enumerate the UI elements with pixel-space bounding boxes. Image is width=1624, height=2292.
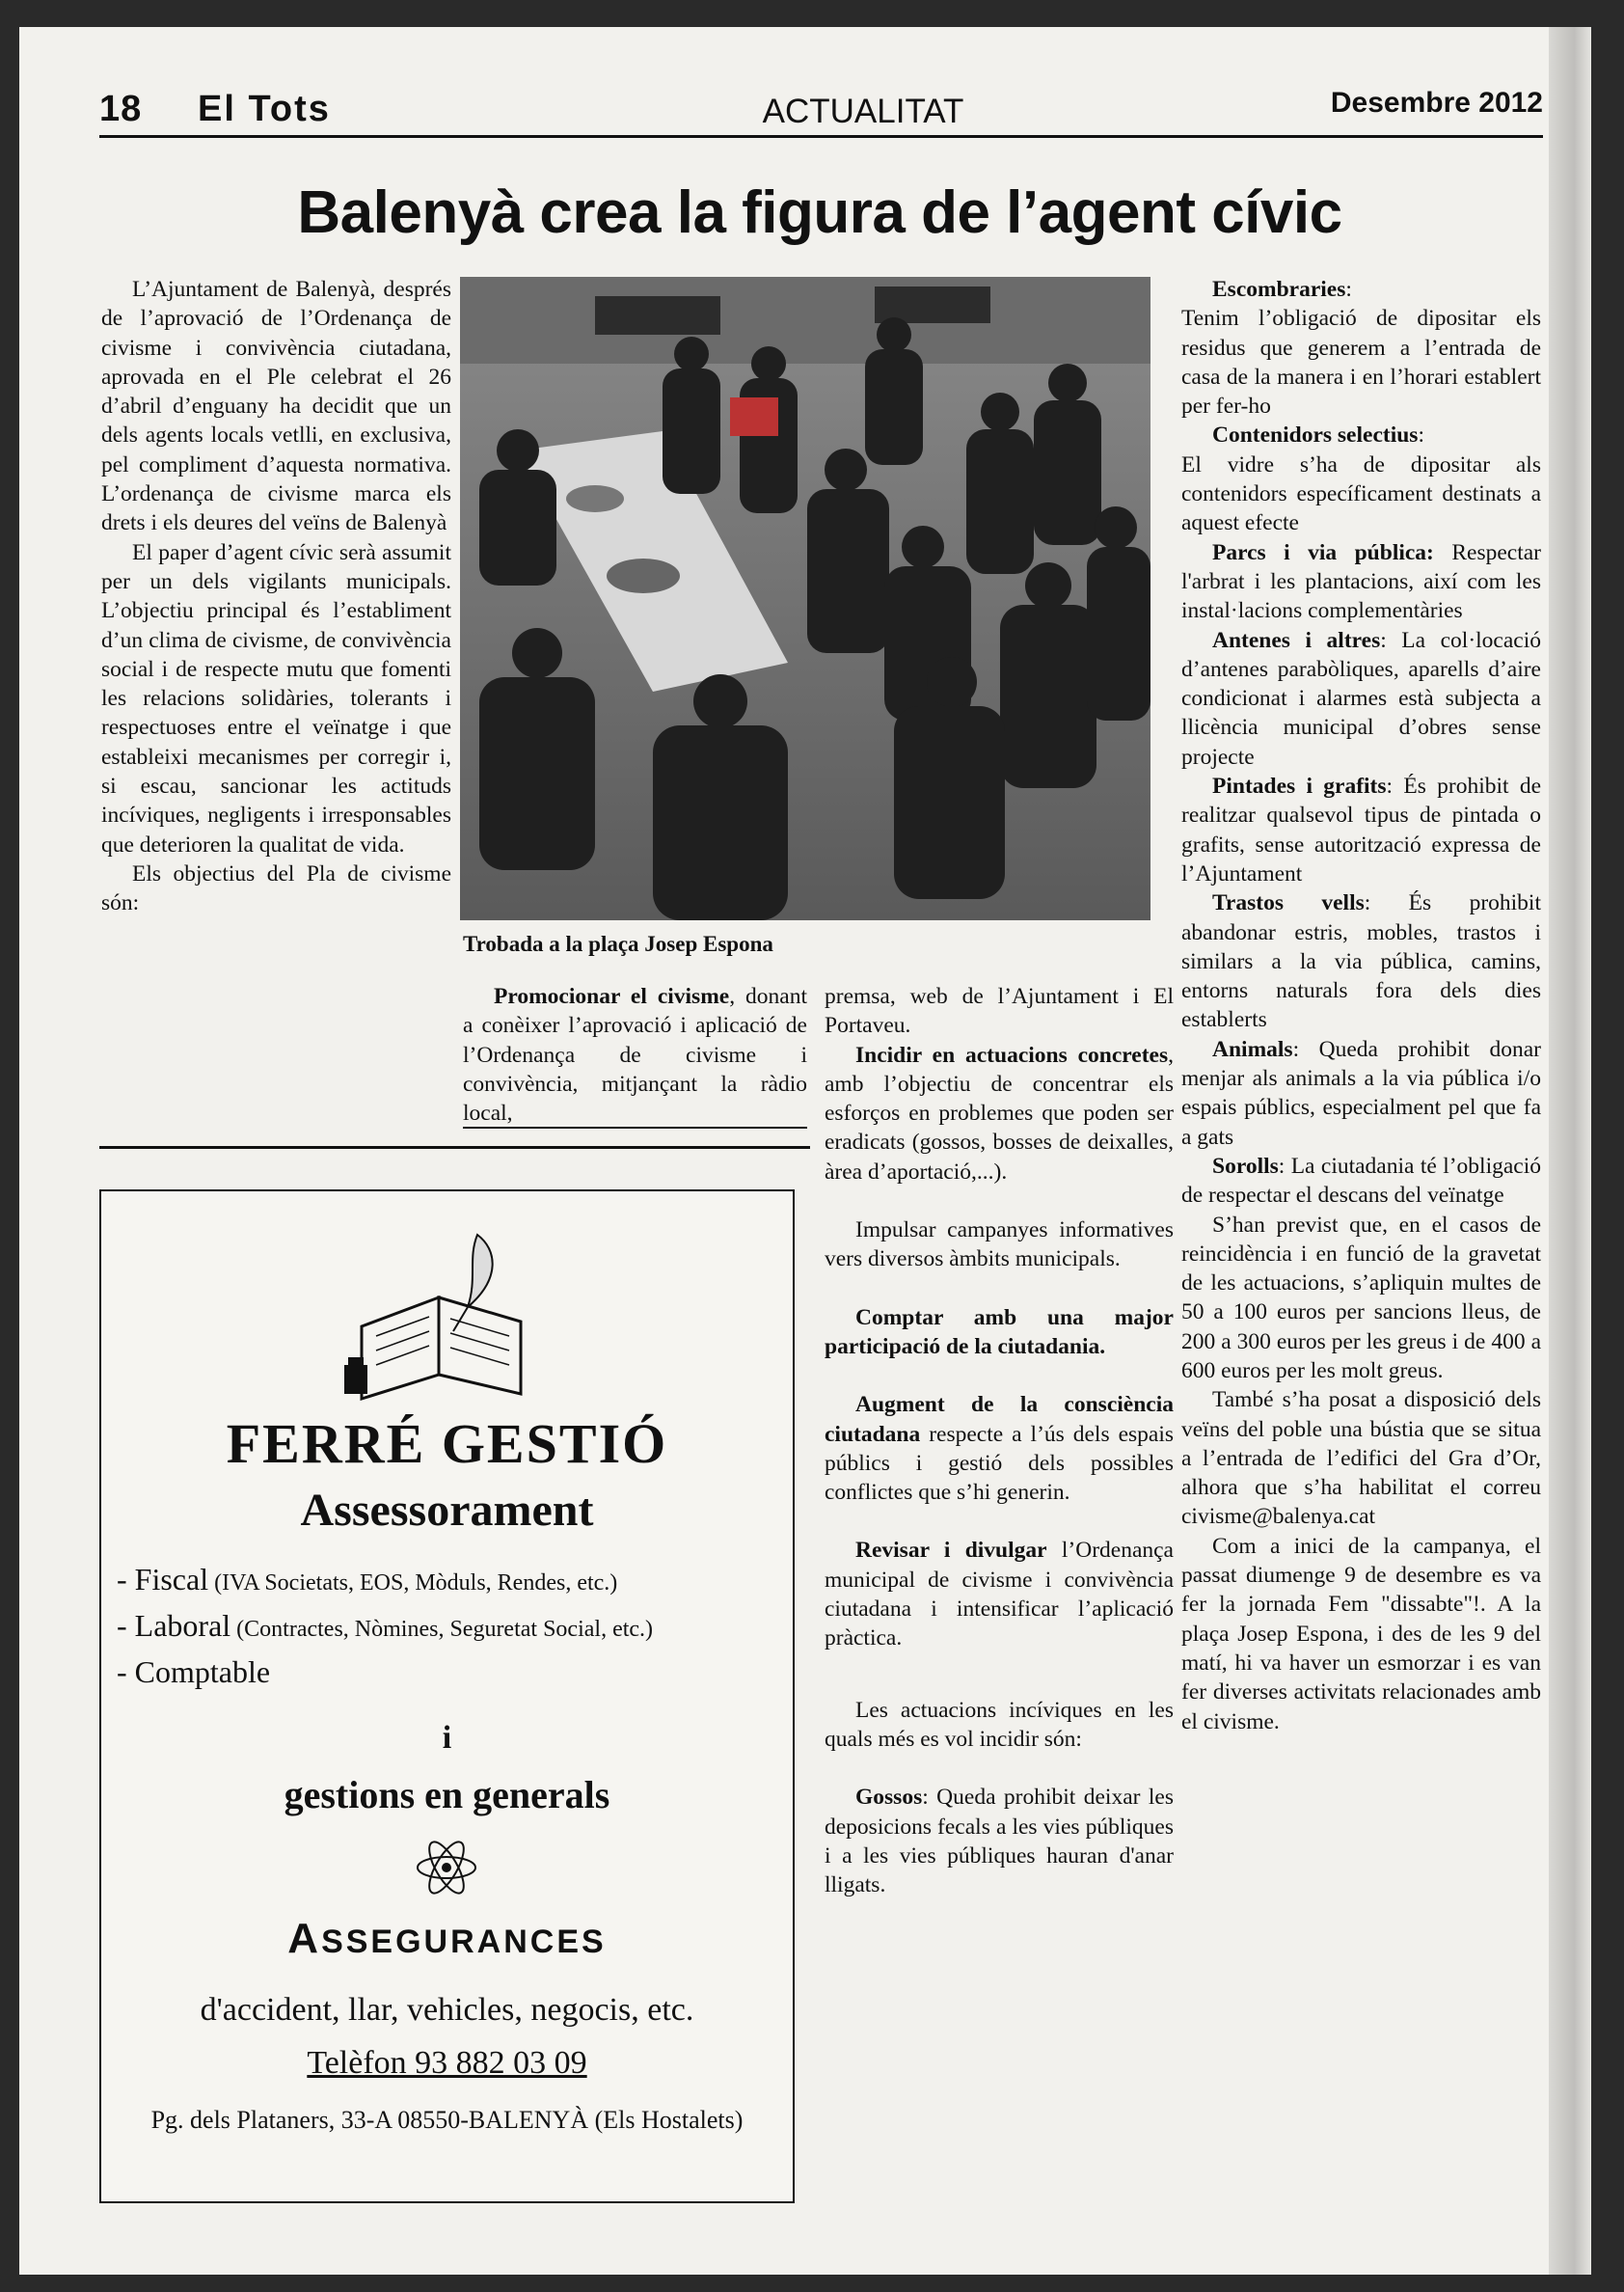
- ad-gestions: gestions en generals: [284, 1773, 610, 1816]
- paragraph: S’han previst que, en el casos de reincidència i en funció de la gravetat de les actuacions, s’apliquin multes de 50 a 100 euros per sancions lleus, de 200 a 300 euros per les greus i de 400 a 600 euros per les molt greus.: [1181, 1212, 1541, 1383]
- paragraph: L’Ajuntament de Balenyà, després de l’aprovació de l’Ordenança de civisme i convivència ciutadana, aprovada en el Ple celebrat el 26 d’abril d’enguany ha decidit que un dels agents locals vetlli, en exclusiva, pel compliment d’aquesta normativa. L’ordenança de civisme marca els drets i els deures del veïns de Balenyà: [101, 277, 451, 536]
- paragraph-text: l’Ordenança municipal de civisme i convivència ciutadana i intensificar l’aplicació pràctica.: [825, 1538, 1174, 1651]
- atom-icon: [415, 1836, 478, 1899]
- paragraph-text: : És prohibit de realitzar qualsevol tipus de pintada o grafits, sense autorització expressa de l’Ajuntament: [1181, 774, 1541, 887]
- crowd-photo-illustration: [460, 277, 1150, 920]
- bold-lead: Sorolls: [1212, 1153, 1279, 1179]
- paragraph: [1181, 888, 1541, 1034]
- paragraph: [825, 1303, 1174, 1362]
- paragraph: [1181, 772, 1541, 888]
- bold-lead: Parcs i via pública:: [1212, 539, 1434, 565]
- bold-lead: Augment de la consciència ciutadana: [825, 1392, 1174, 1447]
- page-number: 18: [99, 89, 143, 129]
- bold-lead: Pintades i grafits: [1212, 774, 1387, 800]
- bold-lead: Promocionar el civisme: [494, 984, 730, 1009]
- ad-services-list: [117, 1558, 653, 1697]
- ad-conjunction: i: [442, 1720, 452, 1756]
- paragraph: [825, 1536, 1174, 1652]
- ad-phone: Telèfon 93 882 03 09: [307, 2045, 587, 2081]
- paragraph: premsa, web de l’Ajuntament i El Portaveu.: [825, 984, 1174, 1039]
- bold-lead: Gossos: [855, 1785, 923, 1811]
- bold-lead: Trastos vells: [1212, 890, 1365, 916]
- paragraph: El vidre s’ha de dipositar als contenidors específicament destinats a aquest efecte: [1181, 451, 1541, 536]
- bold-lead: Antenes i altres: [1212, 627, 1381, 653]
- bold-lead: Incidir en actuacions concretes: [855, 1042, 1169, 1068]
- header-rule: [99, 135, 1543, 138]
- ad-top-rule: [99, 1146, 810, 1149]
- bold-lead: Animals: [1212, 1036, 1293, 1062]
- photo-caption: Trobada a la plaça Josep Espona: [463, 932, 773, 956]
- paragraph-text: respecte a l’ús dels espais públics i gestió dels possibles conflictes que s’hi generin.: [825, 1421, 1174, 1506]
- bold-lead: Escombraries: [1212, 277, 1346, 302]
- paragraph: [1181, 626, 1541, 772]
- article-column-1: [101, 275, 451, 918]
- article-column-4: [1181, 275, 1541, 1736]
- paragraph-text: : Queda prohibit deixar les deposicions fecals a les vies públiques i a les vies públiques hauran d'anar lligats.: [825, 1785, 1174, 1898]
- paragraph: [463, 982, 807, 1128]
- paragraph: Com a inici de la campanya, el passat diumenge 9 de desembre es va fer la jornada Fem "dissabte"!. A la plaça Josep Espona, i des de les 9 del matí, hi va haver un esmorzar i es van fer diverses activitats relacionades amb el civisme.: [1181, 1533, 1541, 1734]
- paragraph: Impulsar campanyes informatives vers diversos àmbits municipals.: [825, 1217, 1174, 1272]
- paragraph: Els objectius del Pla de civisme són:: [101, 860, 451, 916]
- paragraph: Tenim l’obligació de dipositar els residus que generem a l’entrada de casa de la manera i en l’horari establert per fer-ho: [1181, 306, 1541, 420]
- issue-date: Desembre 2012: [1330, 87, 1543, 119]
- paragraph: També s’ha posat a disposició dels veïns del poble una bústia que se situa a l’entrada de l’edifici del Gra d’Or, alhora que s’ha habilitat el correu civisme@balenya.cat: [1181, 1387, 1541, 1530]
- bold-lead: Comptar amb una major participació de la ciutadania.: [825, 1304, 1174, 1359]
- paragraph: [825, 1390, 1174, 1507]
- service-item: - Laboral (Contractes, Nòmines, Seguretat Social, etc.): [117, 1608, 654, 1643]
- publication-name: El Tots: [198, 89, 331, 129]
- section-title: ACTUALITAT: [762, 93, 964, 130]
- paragraph: Contenidors selectius:: [1212, 423, 1424, 449]
- article-column-3: [825, 982, 1174, 1899]
- paragraph-text: Respectar l'arbrat i les plantacions, així com les instal·lacions complementàries: [1181, 539, 1541, 624]
- paragraph: Les actuacions incíviques en les quals més es vol incidir són:: [825, 1697, 1174, 1752]
- article-photo: [460, 277, 1150, 920]
- paragraph: El paper d’agent cívic serà assumit per un dels vigilants municipals. L’objectiu principal és l’establiment d’un clima de civisme, de convivència social i de respecte mutu que fomenti les relacions solidàries, tolerants i respectuoses entre el veïnatge i que estableixi mecanismes per corregir i, si escau, sancionar les actituds incíviques, negligents i irresponsables que deterioren la qualitat de vida.: [101, 539, 451, 858]
- bold-lead: Revisar i divulgar: [855, 1538, 1047, 1564]
- ad-subtitle: Assessorament: [300, 1485, 594, 1536]
- paragraph-text: : La ciutadania té l’obligació de respectar el descans del veïnatge: [1181, 1153, 1541, 1209]
- article-headline: Balenyà crea la figura de l’agent cívic: [297, 179, 1342, 246]
- ad-insurance-description: d'accident, llar, vehicles, negocis, etc.: [200, 1992, 694, 2028]
- paragraph: [825, 1041, 1174, 1187]
- ad-address: Pg. dels Plataners, 33-A 08550-BALENYÀ (Els Hostalets): [150, 2106, 744, 2134]
- column-rule: [463, 1127, 807, 1129]
- paragraph: [1181, 538, 1541, 626]
- page-spine: [1549, 27, 1591, 2275]
- advertisement-box: [99, 1189, 795, 2203]
- ad-company-name: FERRÉ GESTIÓ: [226, 1412, 668, 1475]
- book-quill-icon: [333, 1230, 564, 1404]
- bold-lead: Contenidors selectius: [1212, 423, 1419, 449]
- paragraph: Escombraries:: [1212, 277, 1352, 302]
- service-item: - Fiscal (IVA Societats, EOS, Mòduls, Rendes, etc.): [117, 1562, 618, 1596]
- paragraph: [1181, 1035, 1541, 1152]
- paragraph: [825, 1783, 1174, 1899]
- article-column-2: [463, 982, 807, 1128]
- paragraph-text: , amb l’objectiu de concentrar els esforços en problemes que poden ser eradicats (gossos, bosses de deixalles, àrea d’aportació,...).: [825, 1042, 1174, 1185]
- paragraph-text: : La col·locació d’antenes parabòliques, aparells d’aire condicionat i alarmes està subjecta a llicència municipal d’obres sense projecte: [1181, 627, 1541, 770]
- ad-insurance-title: ASSEGURANCES: [287, 1915, 607, 1962]
- service-item: - Comptable: [117, 1654, 271, 1689]
- paragraph: [1181, 1152, 1541, 1211]
- paragraph-text: , donant a conèixer l’aprovació i aplicació de l’Ordenança de civisme i convivència, mitjançant la ràdio local,: [463, 984, 807, 1127]
- paragraph-text: : És prohibit abandonar estris, mobles, trastos i similars a la via pública, camins, entorns naturals fora dels dies establerts: [1181, 890, 1541, 1033]
- paragraph-text: : Queda prohibit donar menjar als animals a la via pública i/o espais públics, especialment pel que fa a gats: [1181, 1036, 1541, 1150]
